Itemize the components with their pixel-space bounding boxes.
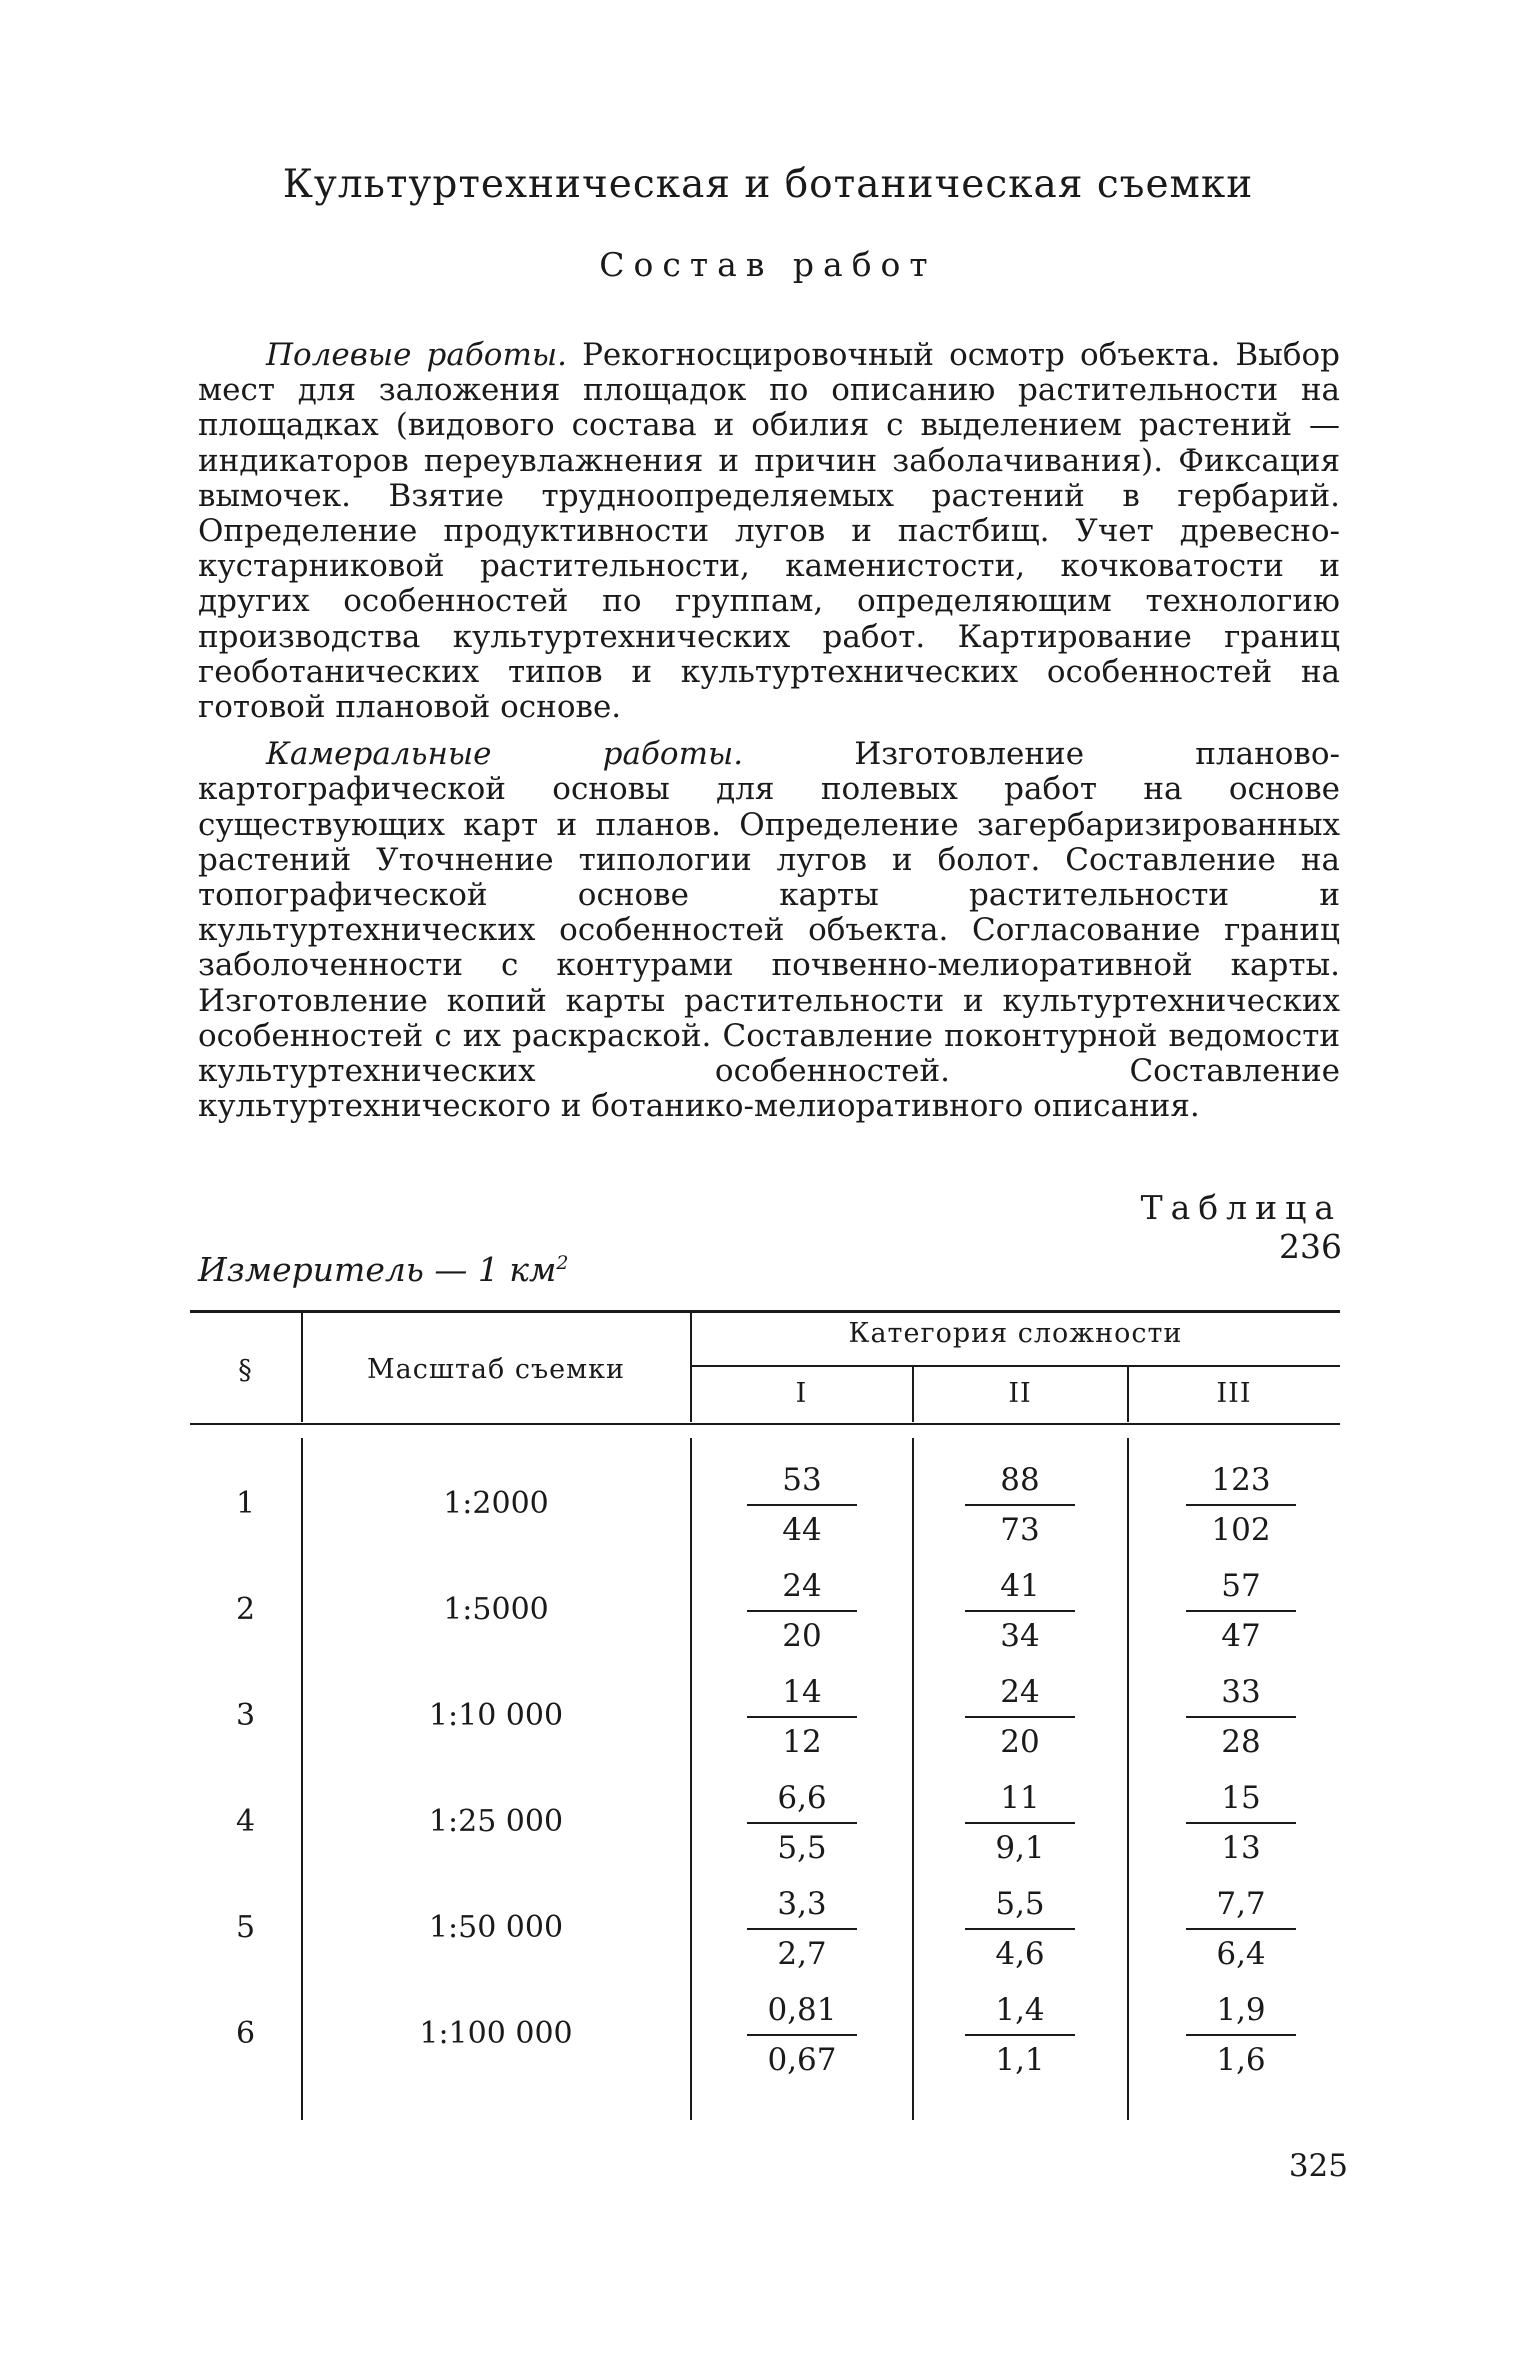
paragraph-office-work — [198, 737, 1340, 1124]
norm-numerator: 1,4 — [965, 1992, 1075, 2036]
norm-numerator: 24 — [965, 1674, 1075, 1718]
header-cat-3: III — [1216, 1378, 1252, 1409]
norm-numerator: 1,9 — [1186, 1992, 1296, 2036]
paragraph-lead: Полевые работы. — [266, 337, 567, 373]
norm-denominator: 28 — [1221, 1724, 1261, 1760]
norm-denominator: 20 — [1000, 1724, 1040, 1760]
norm-value-cat-1 — [747, 1462, 857, 1548]
row-scale: 1:5000 — [443, 1592, 549, 1627]
norm-value-cat-1 — [747, 1674, 857, 1760]
norm-denominator: 2,7 — [777, 1936, 827, 1972]
header-cat-2: II — [1008, 1378, 1032, 1409]
norm-numerator: 14 — [747, 1674, 857, 1718]
norm-numerator: 57 — [1186, 1568, 1296, 1612]
norm-denominator: 4,6 — [995, 1936, 1045, 1972]
norm-numerator: 53 — [747, 1462, 857, 1506]
paragraph-lead: Камеральные работы. — [266, 736, 744, 773]
norm-value-cat-3 — [1186, 1886, 1296, 1972]
section-title: Культуртехническая и ботаническая съемки — [282, 162, 1254, 207]
norm-denominator: 0,67 — [767, 2042, 837, 2078]
norm-value-cat-3 — [1186, 1568, 1296, 1654]
norm-denominator: 1,1 — [995, 2042, 1045, 2078]
row-section-number: 6 — [235, 2016, 256, 2051]
measure-power: 2 — [556, 1252, 569, 1274]
norm-denominator: 13 — [1221, 1830, 1261, 1866]
header-cat-1: I — [795, 1378, 808, 1409]
row-section-number: 5 — [235, 1910, 256, 1945]
norm-numerator: 7,7 — [1186, 1886, 1296, 1930]
norm-value-cat-1 — [747, 1780, 857, 1866]
norm-numerator: 3,3 — [747, 1886, 857, 1930]
norm-numerator: 123 — [1186, 1462, 1296, 1506]
row-scale: 1:10 000 — [428, 1698, 564, 1733]
norm-denominator: 1,6 — [1216, 2042, 1266, 2078]
norm-numerator: 88 — [965, 1462, 1075, 1506]
norm-denominator: 6,4 — [1216, 1936, 1266, 1972]
norm-denominator: 73 — [1000, 1512, 1040, 1548]
norm-denominator: 9,1 — [995, 1830, 1045, 1866]
table-measure — [198, 1250, 568, 1289]
row-scale: 1:25 000 — [428, 1804, 564, 1839]
header-bottom-rule — [190, 1423, 1340, 1425]
row-scale: 1:50 000 — [428, 1910, 564, 1945]
norm-value-cat-3 — [1186, 1992, 1296, 2078]
row-section-number: 2 — [235, 1592, 256, 1627]
paragraph-field-work — [198, 338, 1340, 725]
norm-denominator: 20 — [782, 1618, 822, 1654]
norm-denominator: 12 — [782, 1724, 822, 1760]
norm-numerator: 33 — [1186, 1674, 1296, 1718]
norm-value-cat-1 — [747, 1568, 857, 1654]
norm-numerator: 5,5 — [965, 1886, 1075, 1930]
table-top-rule — [190, 1310, 1340, 1313]
norm-numerator: 24 — [747, 1568, 857, 1612]
header-category: Категория сложности — [848, 1318, 1183, 1349]
paragraph-text: Изготовление планово-картографической основы для полевых работ на основе существующих карт и планов. Определение загербаризированных растений Уточнение типологии лугов и болот. Составление на топографической основе карты растительности и культуртехнических особенностей объекта. Согласование границ заболоченности с контурами почвенно-мелиоративной карты. Изготовление копий карты растительности и культуртехнических особенностей с их раскраской. Составление поконтурной ведомости культуртехнических особенностей. Составление культуртехнического и ботанико-мелиоративного описания. — [198, 736, 1340, 1125]
norm-value-cat-1 — [747, 1886, 857, 1972]
col-divider-scale-body — [690, 1438, 692, 2120]
paragraph-text: Рекогносцировочный осмотр объекта. Выбор мест для заложения площадок по описанию растительности на площадках (видового состава и обилия с выделением растений — индикаторов переувлажнения и причин заболачивания). Фиксация вымочек. Взятие трудноопределяемых растений в гербарий. Определение продуктивности лугов и пастбищ. Учет древесно-кустарниковой растительности, каменистости, кочковатости и других особенностей по группам, определяющим технологию производства культуртехнических работ. Картирование границ геоботанических типов и культуртехнических особенностей на готовой плановой основе. — [198, 337, 1340, 726]
norm-denominator: 44 — [782, 1512, 822, 1548]
norm-numerator: 6,6 — [747, 1780, 857, 1824]
measure-text: Измеритель — 1 км — [198, 1250, 557, 1289]
norm-value-cat-3 — [1186, 1780, 1296, 1866]
header-section: § — [238, 1355, 253, 1386]
norm-numerator: 41 — [965, 1568, 1075, 1612]
norm-value-cat-3 — [1186, 1674, 1296, 1760]
row-section-number: 3 — [235, 1698, 256, 1733]
norm-denominator: 34 — [1000, 1618, 1040, 1654]
norm-value-cat-2 — [965, 1568, 1075, 1654]
norm-value-cat-2 — [965, 1886, 1075, 1972]
norm-denominator: 5,5 — [777, 1830, 827, 1866]
table-label — [1070, 1188, 1342, 1266]
norm-value-cat-3 — [1186, 1462, 1296, 1548]
table-label-word: Таблица — [1140, 1188, 1342, 1227]
norm-value-cat-1 — [747, 1992, 857, 2078]
norm-denominator: 102 — [1211, 1512, 1271, 1548]
norm-value-cat-2 — [965, 1462, 1075, 1548]
col-divider-cat2-body — [1127, 1438, 1129, 2120]
norm-value-cat-2 — [965, 1780, 1075, 1866]
header-scale: Масштаб съемки — [367, 1354, 625, 1385]
row-scale: 1:100 000 — [419, 2016, 573, 2051]
section-subtitle: Состав работ — [599, 245, 937, 284]
norm-numerator: 0,81 — [747, 1992, 857, 2036]
norm-denominator: 47 — [1221, 1618, 1261, 1654]
col-divider-cat1-body — [912, 1438, 914, 2120]
row-scale: 1:2000 — [443, 1486, 549, 1521]
row-section-number: 4 — [235, 1804, 256, 1839]
table-number: 236 — [1279, 1227, 1342, 1266]
norm-value-cat-2 — [965, 1674, 1075, 1760]
page-number: 325 — [1288, 2148, 1348, 2184]
category-header-rule — [690, 1365, 1340, 1367]
norm-value-cat-2 — [965, 1992, 1075, 2078]
body-text — [198, 338, 1340, 1124]
norm-numerator: 15 — [1186, 1780, 1296, 1824]
norm-numerator: 11 — [965, 1780, 1075, 1824]
row-section-number: 1 — [235, 1486, 256, 1521]
